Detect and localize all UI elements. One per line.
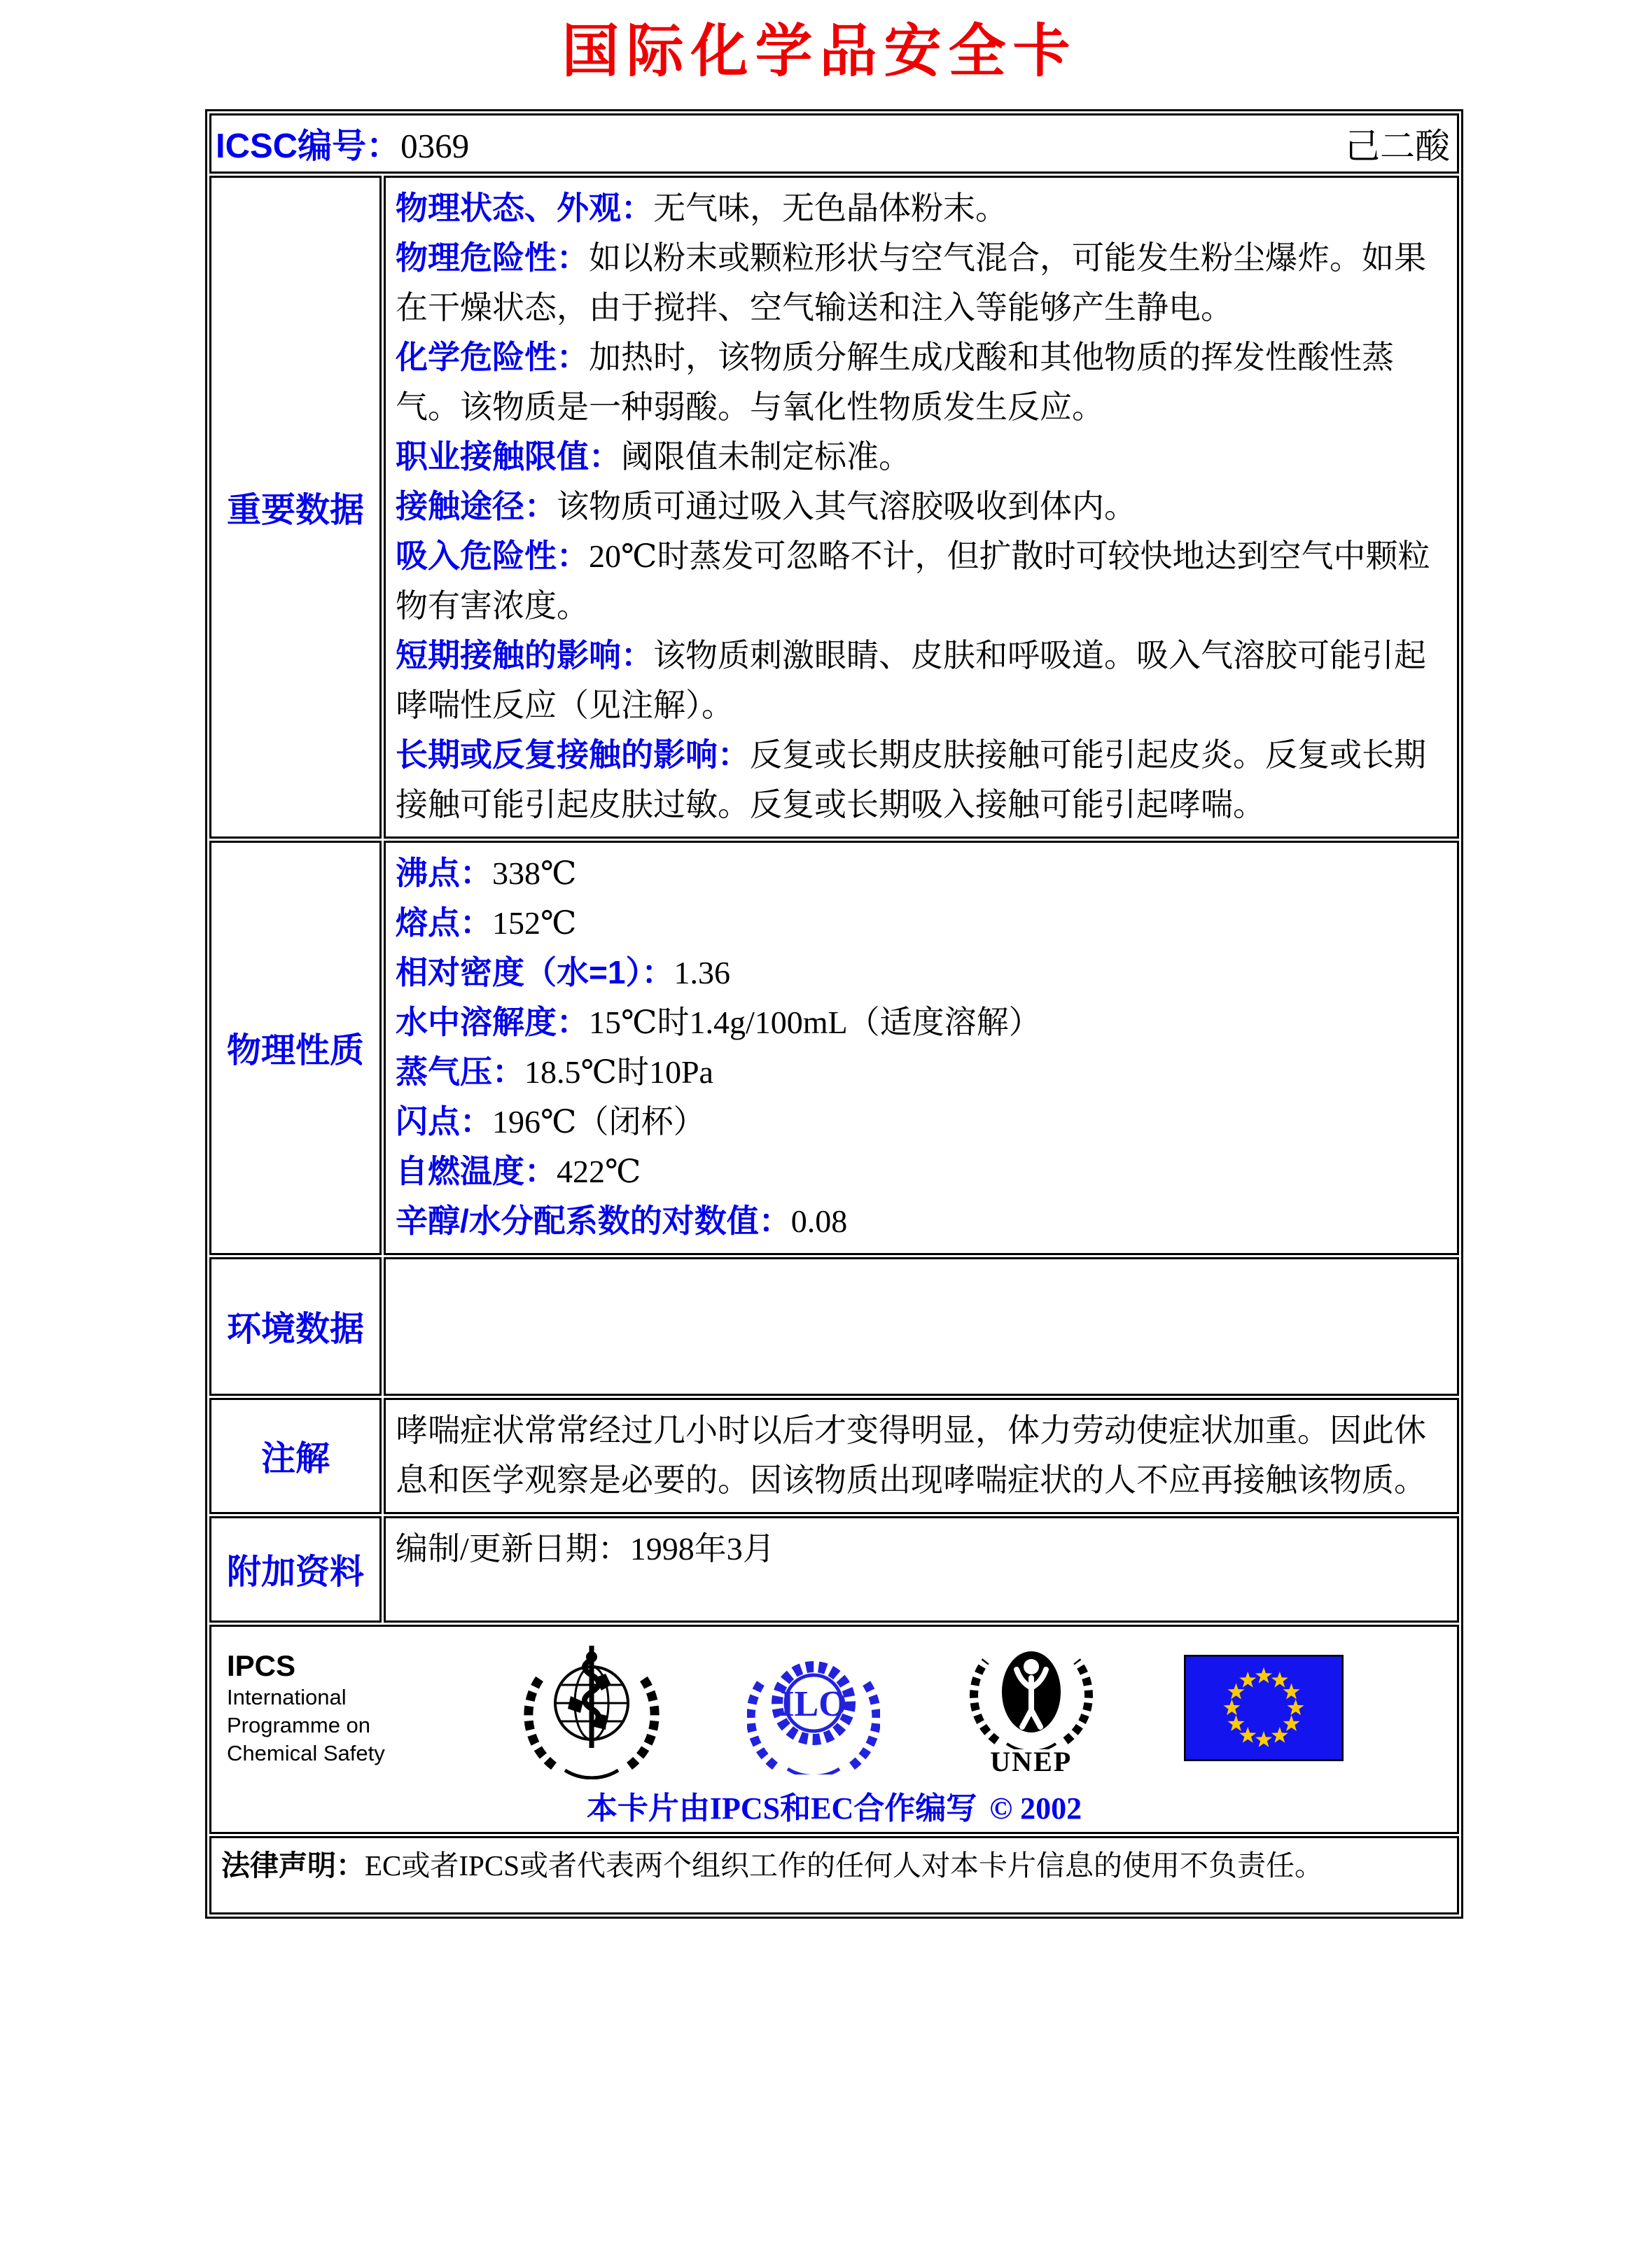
notes-row	[209, 1398, 1459, 1514]
property-label: 自燃温度：	[396, 1153, 557, 1189]
important-item	[396, 233, 1446, 332]
property-label: 辛醇/水分配系数的对数值：	[396, 1203, 791, 1239]
property-value: 422℃	[557, 1154, 641, 1189]
unep-emblem-icon	[965, 1637, 1098, 1749]
property-label: 蒸气压：	[396, 1054, 524, 1090]
page-title: 国际化学品安全卡	[562, 20, 1077, 83]
environment-data-content	[384, 1257, 1459, 1396]
physical-property	[396, 898, 1446, 948]
ipcs-abbr: IPCS	[227, 1648, 296, 1682]
property-label: 沸点：	[396, 855, 492, 891]
important-item-text: 该物质刺激眼睛、皮肤和呼吸道。吸入气溶胶可能引起哮喘性反应（见注解）。	[396, 638, 1426, 723]
property-label: 闪点：	[396, 1103, 492, 1140]
physical-properties-row	[209, 841, 1459, 1255]
property-value: 18.5℃时10Pa	[524, 1054, 713, 1090]
important-item-text: 无气味，无色晶体粉末。	[653, 190, 1007, 226]
important-item-text: 该物质可通过吸入其气溶胶吸收到体内。	[557, 489, 1136, 524]
icsc-header-cell	[209, 113, 1459, 174]
important-item	[396, 482, 1446, 531]
section-label-important: 重要数据	[209, 176, 382, 839]
important-item-label: 化学危险性：	[396, 339, 589, 375]
physical-property	[396, 1147, 1446, 1196]
property-label: 熔点：	[396, 904, 492, 941]
important-item-label: 吸入危险性：	[396, 538, 589, 574]
icsc-number-label: ICSC编号：	[216, 127, 401, 165]
svg-text:ILO: ILO	[779, 1684, 847, 1724]
physical-property	[396, 848, 1446, 898]
legal-label: 法律声明：	[221, 1849, 365, 1882]
property-value: 338℃	[492, 855, 577, 891]
ipcs-name-line: Programme on	[227, 1712, 371, 1737]
important-data-row	[209, 176, 1459, 839]
property-value: 1.36	[674, 955, 730, 990]
physical-property	[396, 997, 1446, 1047]
who-emblem-icon	[522, 1636, 662, 1779]
section-label-notes: 注解	[209, 1398, 382, 1514]
eu-flag-icon	[1183, 1655, 1345, 1761]
logos-row	[209, 1625, 1459, 1834]
footer-caption: 本卡片由IPCS和EC合作编写	[586, 1791, 977, 1826]
property-label: 水中溶解度：	[396, 1004, 589, 1040]
important-item-text: 反复或长期皮肤接触可能引起皮炎。反复或长期接触可能引起皮肤过敏。反复或长期吸入接触可能引起哮喘。	[396, 737, 1426, 822]
ipcs-name-line: International	[227, 1684, 347, 1709]
property-value: 0.08	[790, 1203, 848, 1239]
property-value: 15℃时1.4g/100mL（适度溶解）	[589, 1004, 1041, 1040]
important-item	[396, 432, 1446, 482]
important-item-text: 如以粉末或颗粒形状与空气混合，可能发生粉尘爆炸。如果在干燥状态，由于搅拌、空气输送和注入等能够产生静电。	[396, 240, 1426, 326]
section-label-additional: 附加资料	[209, 1516, 382, 1623]
important-item	[396, 631, 1446, 730]
legal-cell	[209, 1836, 1459, 1914]
ipcs-name-line: Chemical Safety	[227, 1740, 385, 1765]
copyright: © 2002	[989, 1791, 1082, 1826]
footer-caption-line	[211, 1783, 1457, 1828]
section-label-physical: 物理性质	[209, 841, 382, 1255]
legal-text: EC或者IPCS或者代表两个组织工作的任何人对本卡片信息的使用不负责任。	[365, 1849, 1323, 1882]
additional-info-row	[209, 1516, 1459, 1623]
important-item	[396, 332, 1446, 432]
notes-content: 哮喘症状常常经过几小时以后才变得明显，体力劳动使症状加重。因此休息和医学观察是必要的。因该物质出现哮喘症状的人不应再接触该物质。	[384, 1398, 1459, 1514]
important-item	[396, 730, 1446, 830]
important-item-text: 20℃时蒸发可忽略不计，但扩散时可较快地达到空气中颗粒物有害浓度。	[396, 538, 1430, 624]
unep-label: UNEP	[990, 1746, 1073, 1777]
physical-property	[396, 1196, 1446, 1246]
important-item-label: 物理状态、外观：	[396, 190, 653, 226]
important-item-text: 加热时，该物质分解生成戊酸和其他物质的挥发性酸性蒸气。该物质是一种弱酸。与氧化性物质发生反应。	[396, 340, 1394, 425]
chemical-name: 己二酸	[1345, 127, 1450, 166]
environment-data-row	[209, 1257, 1459, 1396]
property-value: 196℃（闭杯）	[492, 1104, 706, 1140]
additional-info-content: 编制/更新日期：1998年3月	[384, 1516, 1459, 1623]
legal-row	[209, 1836, 1459, 1914]
icsc-header-row	[209, 113, 1459, 174]
unep-emblem-block	[965, 1637, 1098, 1778]
ilo-emblem-icon	[747, 1642, 880, 1774]
property-label: 相对密度（水=1）：	[396, 954, 674, 990]
physical-properties-content	[384, 841, 1459, 1255]
important-item-label: 职业接触限值：	[396, 438, 621, 475]
important-data-content	[384, 176, 1459, 839]
physical-property	[396, 1047, 1446, 1097]
section-label-environment: 环境数据	[209, 1257, 382, 1396]
physical-property	[396, 1097, 1446, 1147]
important-item	[396, 531, 1446, 631]
important-item-label: 物理危险性：	[396, 239, 589, 276]
safety-card-table	[205, 109, 1463, 1919]
important-item	[396, 183, 1446, 233]
ipcs-text-block	[227, 1648, 437, 1768]
icsc-number-value: 0369	[400, 127, 470, 165]
important-item-text: 阈限值未制定标准。	[621, 439, 911, 475]
important-item-label: 接触途径：	[396, 488, 557, 524]
important-item-label: 短期接触的影响：	[396, 637, 653, 673]
physical-property	[396, 948, 1446, 997]
logos-cell	[209, 1625, 1459, 1834]
important-item-label: 长期或反复接触的影响：	[396, 736, 750, 773]
property-value: 152℃	[492, 905, 577, 941]
icsc-number-group	[216, 119, 469, 168]
